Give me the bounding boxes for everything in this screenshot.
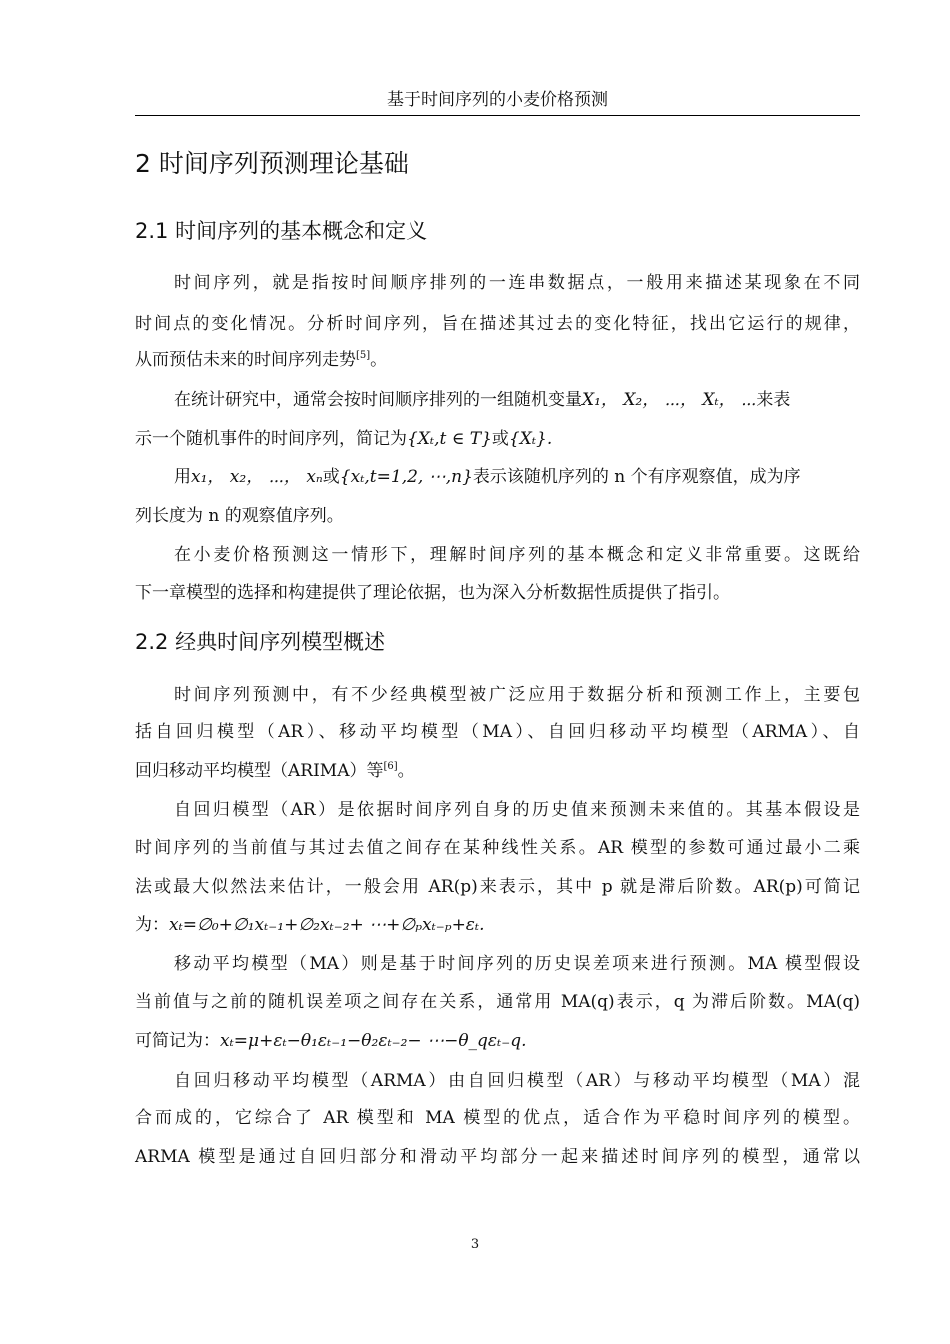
series-notation-2: {Xₜ}. xyxy=(508,429,553,449)
s22-p1-line3-end: 。 xyxy=(397,761,415,781)
s22-p1-line3-text: 回归移动平均模型（ARIMA）等 xyxy=(135,761,384,781)
random-variable-sequence: X₁， X₂， ⋯， Xₜ， ⋯ xyxy=(582,390,757,410)
s22-p2-line4 xyxy=(135,914,860,936)
s21-p2-line2 xyxy=(135,428,860,450)
s21-p3-line1-text-b: 表示该随机序列的 n 个有序观察值，成为序 xyxy=(472,467,801,487)
running-header: 基于时间序列的小麦价格预测 xyxy=(387,90,608,110)
section-2-1-title: 2.1 时间序列的基本概念和定义 xyxy=(135,219,428,243)
s21-p3-line1 xyxy=(174,466,860,488)
s22-p3-line2: 当前值与之前的随机误差项之间存在关系，通常用 MA(q)表示，q 为滞后阶数。MA(q) xyxy=(135,992,860,1012)
s21-p1-line3 xyxy=(135,349,860,371)
s21-p1-line2: 时间点的变化情况。分析时间序列，旨在描述其过去的变化特征，找出它运行的规律， xyxy=(135,314,860,334)
s21-p2-line2-or: 或 xyxy=(491,429,509,449)
s22-p2-line4-text: 为： xyxy=(135,915,169,935)
s22-p3-line3 xyxy=(135,1030,860,1052)
s21-p3-line1-text-a: 用 xyxy=(174,467,191,487)
chapter-title: 2 时间序列预测理论基础 xyxy=(135,149,409,178)
s22-p1-line1: 时间序列预测中，有不少经典模型被广泛应用于数据分析和预测工作上，主要包 xyxy=(174,685,860,705)
s22-p3-line3-text: 可简记为： xyxy=(135,1031,220,1051)
citation-5[interactable]: [5] xyxy=(356,350,371,361)
s22-p1-line2: 括自回归模型（AR）、移动平均模型（MA）、自回归移动平均模型（ARMA）、自 xyxy=(135,722,860,742)
s21-p2-line1-text-b: 来表 xyxy=(756,390,791,410)
s22-p4-line3: ARMA 模型是通过自回归部分和滑动平均部分一起来描述时间序列的模型，通常以 xyxy=(135,1147,860,1167)
s21-p1-line1: 时间序列，就是指按时间顺序排列的一连串数据点，一般用来描述某现象在不同 xyxy=(174,273,860,293)
s21-p1-line3-end: 。 xyxy=(370,350,388,370)
s21-p4-line2: 下一章模型的选择和构建提供了理论依据，也为深入分析数据性质提供了指引。 xyxy=(135,583,730,603)
page-number: 3 xyxy=(470,1237,480,1252)
s22-p2-line2: 时间序列的当前值与其过去值之间存在某种线性关系。AR 模型的参数可通过最小二乘 xyxy=(135,838,860,858)
s22-p2-line3: 法或最大似然法来估计，一般会用 AR(p)来表示，其中 p 就是滞后阶数。AR(p)可简记 xyxy=(135,877,860,897)
citation-6[interactable]: [6] xyxy=(383,761,398,772)
s21-p2-line1 xyxy=(174,389,860,411)
s22-p4-line1: 自回归移动平均模型（ARMA）由自回归模型（AR）与移动平均模型（MA）混 xyxy=(174,1071,860,1091)
s22-p3-line1: 移动平均模型（MA）则是基于时间序列的历史误差项来进行预测。MA 模型假设 xyxy=(174,954,860,974)
s21-p3-line2: 列长度为 n 的观察值序列。 xyxy=(135,506,344,526)
s21-p2-line2-text: 示一个随机事件的时间序列，简记为 xyxy=(135,429,407,449)
observation-sequence: x₁， x₂， ⋯， xₙ xyxy=(191,467,323,487)
s21-p3-line1-or: 或 xyxy=(322,467,340,487)
ma-equation: xₜ=μ+εₜ−θ₁εₜ₋₁−θ₂εₜ₋₂− ⋯−θ_qεₜ₋q. xyxy=(220,1031,527,1051)
s22-p2-line1: 自回归模型（AR）是依据时间序列自身的历史值来预测未来值的。其基本假设是 xyxy=(174,800,860,820)
series-notation-1: {Xₜ,t ∈ T} xyxy=(407,429,492,449)
section-2-2-title: 2.2 经典时间序列模型概述 xyxy=(135,630,386,654)
s21-p2-line1-text-a: 在统计研究中，通常会按时间顺序排列的一组随机变量 xyxy=(174,390,582,410)
ar-equation: xₜ=∅₀+∅₁xₜ₋₁+∅₂xₜ₋₂+ ⋯+∅ₚxₜ₋ₚ+εₜ. xyxy=(169,915,485,935)
s21-p1-line3-text: 从而预估未来的时间序列走势 xyxy=(135,350,356,370)
s21-p4-line1: 在小麦价格预测这一情形下，理解时间序列的基本概念和定义非常重要。这既给 xyxy=(174,545,860,565)
s22-p1-line3 xyxy=(135,760,860,782)
observation-set: {xₜ,t=1,2, ⋯,n} xyxy=(339,467,473,487)
s22-p4-line2: 合而成的，它综合了 AR 模型和 MA 模型的优点，适合作为平稳时间序列的模型。 xyxy=(135,1108,860,1128)
header-rule xyxy=(135,115,860,116)
